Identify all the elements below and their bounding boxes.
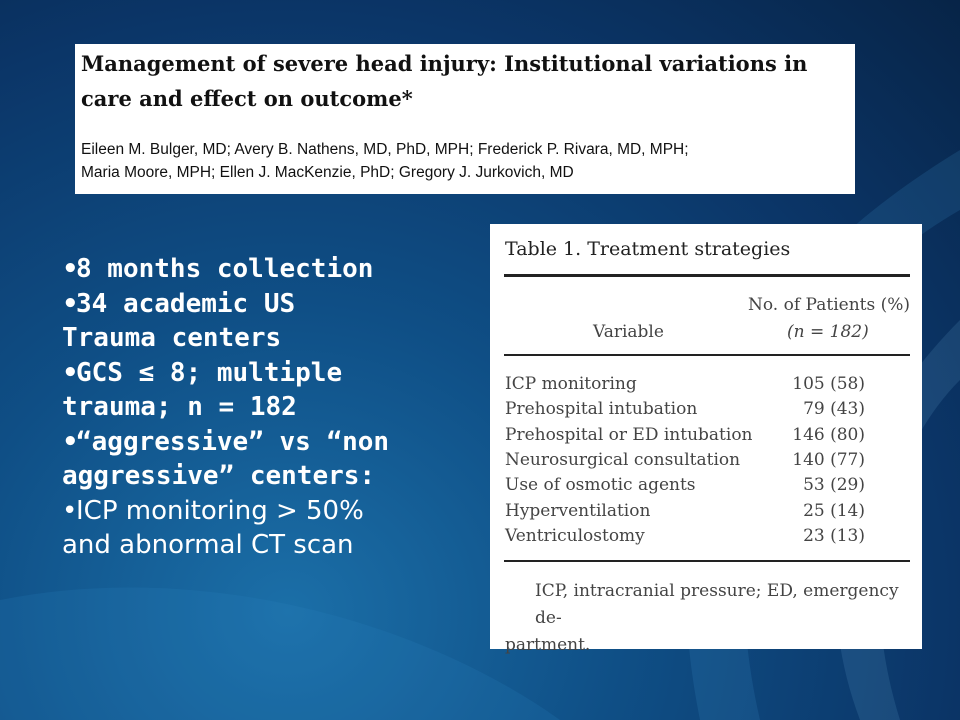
column-header-line-2: (n = 182)	[787, 322, 869, 342]
bullet-text: “aggressive” vs “non	[76, 426, 390, 457]
bullet-item-collection	[62, 252, 462, 287]
row-variable: Hyperventilation	[505, 500, 651, 521]
paper-header	[75, 44, 855, 194]
bullet-text: ICP monitoring > 50%	[76, 495, 364, 526]
bullet-dot: •	[62, 288, 79, 319]
table-row	[505, 526, 865, 551]
row-value: 146 (80)	[792, 424, 865, 445]
bullet-dot: •	[62, 357, 79, 388]
variable-header: Variable	[593, 322, 664, 342]
authors-line-1: Eileen M. Bulger, MD; Avery B. Nathens, MD, PhD, MPH; Frederick P. Rivara, MD, MPH;	[81, 141, 689, 158]
table-row	[505, 399, 865, 424]
row-variable: Ventriculostomy	[505, 525, 645, 546]
table-row	[505, 425, 865, 450]
table-top-rule	[504, 274, 910, 277]
row-variable: Prehospital or ED intubation	[505, 424, 753, 445]
bullet-item-gcs-cont	[62, 390, 462, 425]
row-value: 23 (13)	[803, 525, 865, 546]
bullet-text: Trauma centers	[62, 323, 282, 353]
row-variable: ICP monitoring	[505, 374, 637, 394]
bullet-text: GCS ≤ 8; multiple	[76, 357, 343, 388]
bullet-item-aggressive	[62, 425, 462, 460]
bullet-dot: •	[62, 426, 79, 457]
table-row	[505, 475, 865, 500]
row-value: 140 (77)	[792, 449, 865, 470]
row-variable: Use of osmotic agents	[505, 475, 696, 496]
footnote-line-2: partment.	[505, 635, 591, 655]
bullet-item-centers	[62, 287, 462, 322]
row-variable: Prehospital intubation	[505, 399, 698, 420]
bullet-text: and abnormal CT scan	[62, 530, 354, 560]
footnote-line-1: ICP, intracranial pressure; ED, emergency de-	[535, 581, 899, 628]
bullet-text: aggressive” centers:	[62, 461, 376, 491]
row-value: 25 (14)	[803, 500, 865, 521]
bullet-dot: •	[62, 254, 79, 284]
table-row	[505, 374, 865, 399]
table-header-rule	[504, 354, 910, 356]
paper-authors	[81, 138, 847, 184]
bullet-item-icp	[62, 494, 462, 529]
column-header-line-1: No. of Patients (%)	[748, 295, 911, 315]
table-row	[505, 450, 865, 475]
table-bottom-rule	[504, 560, 910, 562]
bullet-text: 34 academic US	[76, 288, 296, 319]
bullet-item-icp-cont	[62, 528, 462, 563]
table-footnote	[505, 578, 905, 659]
bullet-item-centers-cont	[62, 321, 462, 356]
row-variable: Neurosurgical consultation	[505, 449, 741, 470]
row-value: 53 (29)	[803, 475, 865, 496]
bullet-item-gcs	[62, 356, 462, 391]
bullet-list	[62, 252, 462, 563]
bullet-text: trauma; n = 182	[62, 392, 297, 422]
paper-title: Management of severe head injury: Institutional variations in care and effect on outcome*	[81, 51, 808, 111]
row-value: 105 (58)	[792, 374, 865, 394]
table-row	[505, 501, 865, 526]
authors-line-2: Maria Moore, MPH; Ellen J. MacKenzie, PhD; Gregory J. Jurkovich, MD	[81, 164, 574, 181]
table-title: Table 1. Treatment strategies	[505, 238, 791, 260]
bullet-text: 8 months collection	[76, 254, 374, 284]
bullet-dot: •	[62, 495, 78, 526]
treatment-table	[490, 224, 922, 655]
bullet-item-aggressive-cont	[62, 459, 462, 494]
row-value: 79 (43)	[803, 399, 865, 420]
